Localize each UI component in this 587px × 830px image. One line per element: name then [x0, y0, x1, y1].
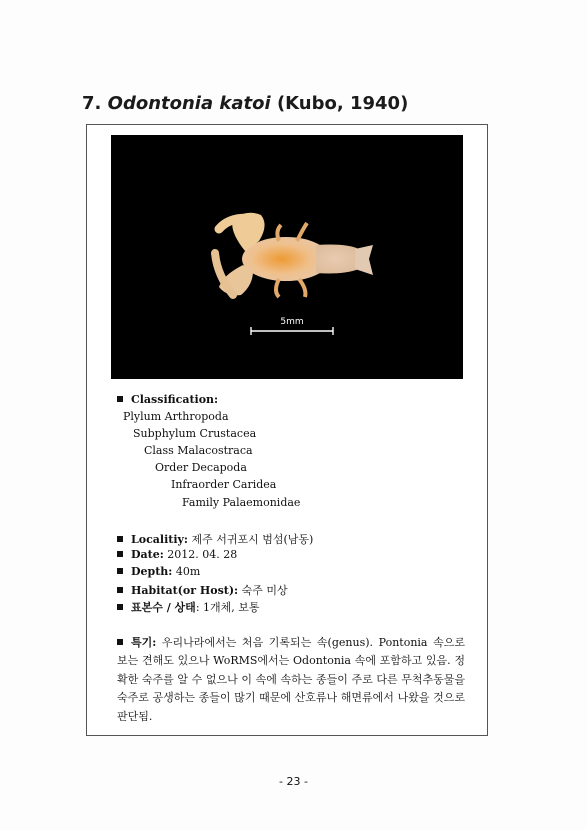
bullet-icon — [117, 604, 123, 610]
bullet-icon — [117, 551, 123, 557]
bullet-icon — [117, 639, 123, 645]
field-depth: Depth: 40m — [117, 565, 200, 578]
taxon-infraorder: Infraorder Caridea — [171, 478, 277, 491]
page-number: - 23 - — [279, 775, 308, 788]
taxon-class: Class Malacostraca — [144, 444, 253, 457]
field-habitat: Habitat(or Host): 숙주 미상 — [117, 582, 288, 598]
field-date: Date: 2012. 04. 28 — [117, 548, 237, 561]
page-title — [82, 93, 408, 114]
scale-bar-label: 5mm — [280, 317, 304, 327]
taxon-subphylum: Subphylum Crustacea — [133, 427, 257, 440]
taxon-family: Family Palaemonidae — [182, 496, 301, 509]
species-name: Odontonia katoi — [107, 93, 271, 114]
taxon-order: Order Decapoda — [155, 461, 247, 474]
remarks-text: 우리나라에서는 처음 기록되는 속(genus). Pontonia 속으로 보는 견해도 있으나 WoRMS에서는 Odontonia 속에 포함하고 있음. 정확한 숙주를 알 수 없으나 이 속에 속하는 종들이 주로 다른 무척추동물을 숙주로 공생하는 종들이 많기 때문에 산호류나 해면류에서 나왔을 것으로 판단됨. — [117, 636, 465, 723]
species-panel — [86, 124, 488, 736]
remarks-label: 특기: — [131, 636, 157, 649]
bullet-icon — [117, 587, 123, 593]
remarks-paragraph — [117, 634, 465, 726]
taxon-phylum: Plylum Arthropoda — [123, 410, 229, 423]
classification-heading: Classification: — [131, 393, 219, 406]
classification-heading-line — [117, 393, 218, 406]
specimen-image — [111, 135, 463, 379]
specimen-photo — [111, 135, 463, 379]
bullet-icon — [117, 536, 123, 542]
bullet-icon — [117, 396, 123, 402]
field-locality: Localitiy: 제주 서귀포시 범섬(남동) — [117, 531, 313, 547]
species-authority: (Kubo, 1940) — [276, 93, 409, 114]
species-number: 7. — [82, 93, 102, 114]
field-specimens: 표본수 / 상태: 1개체, 보통 — [117, 599, 260, 615]
bullet-icon — [117, 568, 123, 574]
